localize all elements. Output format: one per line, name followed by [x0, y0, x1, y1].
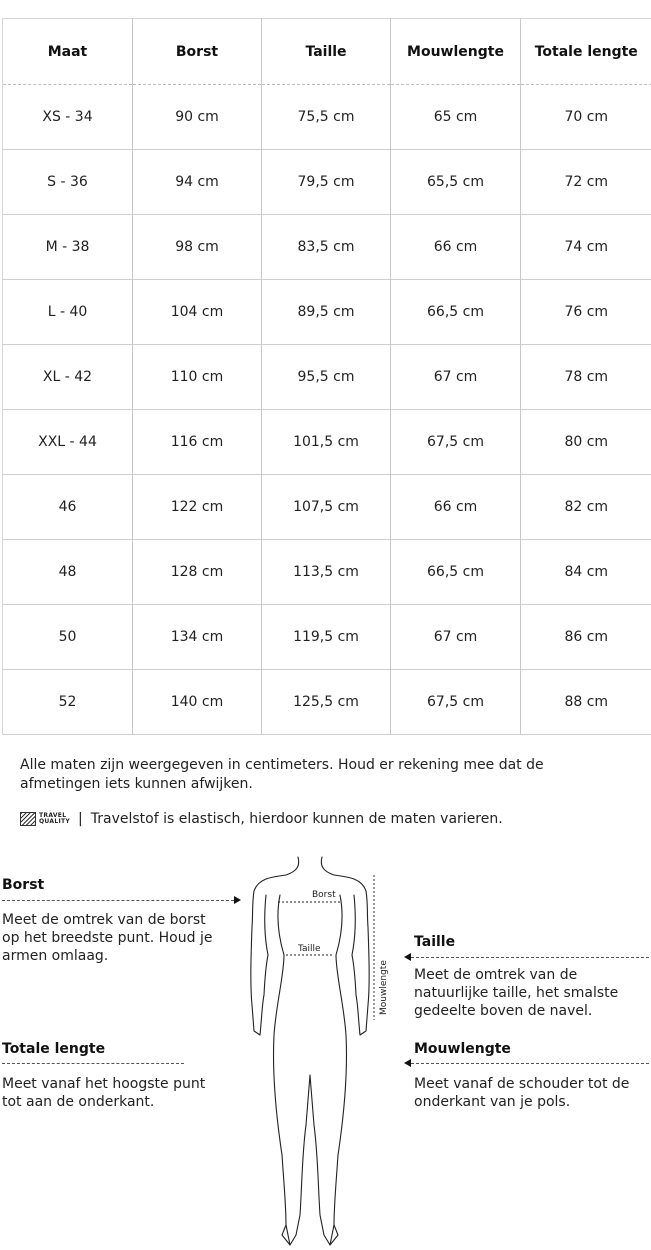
borst-line: Meet de omtrek van de borst [2, 912, 206, 928]
cell-taille: 107,5 cm [262, 475, 391, 540]
cell-borst: 94 cm [133, 150, 262, 215]
mouwlengte-pointer-line [411, 1063, 649, 1064]
taille-line: gedeelte boven de navel. [414, 1003, 593, 1019]
cell-mouwlengte: 66,5 cm [391, 280, 521, 345]
cell-mouwlengte: 67 cm [391, 605, 521, 670]
cell-maat: 52 [3, 670, 133, 735]
totale-lengte-line [2, 1063, 184, 1064]
taille-line: Meet de omtrek van de [414, 967, 578, 983]
cell-borst: 122 cm [133, 475, 262, 540]
table-row [3, 345, 651, 410]
table-row [3, 150, 651, 215]
header-mouwlengte: Mouwlengte [391, 19, 521, 85]
cell-maat: M - 38 [3, 215, 133, 280]
cell-maat: XXL - 44 [3, 410, 133, 475]
borst-line: op het breedste punt. Houd je [2, 930, 213, 946]
body-outline [251, 857, 369, 1245]
figure-label-borst: Borst [312, 890, 336, 900]
header-maat: Maat [3, 19, 133, 85]
table-row [3, 215, 651, 280]
cell-taille: 89,5 cm [262, 280, 391, 345]
cell-totale-lengte: 76 cm [564, 304, 609, 320]
cell-mouwlengte: 66 cm [391, 475, 521, 540]
figure-label-mouwlengte: Mouwlengte [379, 960, 389, 1015]
cell-totale-lengte: 70 cm [564, 109, 609, 125]
mouwlengte-title: Mouwlengte [414, 1041, 511, 1057]
arrow-left-icon [404, 953, 411, 961]
table-row [3, 410, 651, 475]
cell-taille: 125,5 cm [262, 670, 391, 735]
header-taille: Taille [262, 19, 391, 85]
logo-line-1: TRAVEL [39, 812, 67, 819]
mouwlengte-line: Meet vanaf de schouder tot de [414, 1076, 630, 1092]
cell-maat: XS - 34 [3, 85, 133, 150]
table-row [3, 670, 651, 735]
cell-borst: 134 cm [133, 605, 262, 670]
cell-taille: 119,5 cm [262, 605, 391, 670]
body-figure [240, 855, 390, 1247]
totale-lengte-title: Totale lengte [2, 1041, 106, 1057]
arrow-left-icon [404, 1059, 411, 1067]
borst-title: Borst [2, 877, 45, 893]
cell-borst: 104 cm [133, 280, 262, 345]
cell-taille: 95,5 cm [262, 345, 391, 410]
cell-totale-lengte: 80 cm [564, 434, 609, 450]
travel-quality-text: Travelstof is elastisch, hierdoor kunnen de maten varieren. [90, 811, 503, 827]
table-row [3, 475, 651, 540]
taille-line: natuurlijke taille, het smalste [414, 985, 619, 1001]
cell-maat: S - 36 [3, 150, 133, 215]
borst-line: armen omlaag. [2, 948, 109, 964]
cell-maat: XL - 42 [3, 345, 133, 410]
cell-mouwlengte: 66,5 cm [391, 540, 521, 605]
cell-mouwlengte: 65 cm [391, 85, 521, 150]
table-row [3, 605, 651, 670]
table-header-row [3, 19, 651, 85]
cell-taille: 83,5 cm [262, 215, 391, 280]
totale-lengte-line-text: tot aan de onderkant. [2, 1094, 155, 1110]
borst-description [2, 911, 212, 965]
cell-totale-lengte: 84 cm [564, 564, 609, 580]
cell-taille: 79,5 cm [262, 150, 391, 215]
header-borst: Borst [133, 19, 262, 85]
cell-borst: 116 cm [133, 410, 262, 475]
table-row [3, 280, 651, 345]
mouwlengte-description [414, 1075, 629, 1111]
cell-borst: 98 cm [133, 215, 262, 280]
cell-mouwlengte: 65,5 cm [391, 150, 521, 215]
taille-title: Taille [414, 934, 456, 950]
borst-pointer-line [2, 900, 234, 901]
cell-totale-lengte: 72 cm [564, 174, 609, 190]
totale-lengte-line-text: Meet vanaf het hoogste punt [2, 1076, 206, 1092]
taille-pointer-line [411, 957, 649, 958]
cell-maat: 48 [3, 540, 133, 605]
cell-borst: 140 cm [133, 670, 262, 735]
cell-borst: 110 cm [133, 345, 262, 410]
cell-taille: 113,5 cm [262, 540, 391, 605]
cell-totale-lengte: 74 cm [564, 239, 609, 255]
header-totale-lengte: Totale lengte [521, 19, 651, 85]
cell-totale-lengte: 88 cm [564, 694, 609, 710]
travel-quality-logo [20, 812, 70, 826]
table-row [3, 85, 651, 150]
mouwlengte-line: onderkant van je pols. [414, 1094, 571, 1110]
cell-mouwlengte: 66 cm [391, 215, 521, 280]
cell-totale-lengte: 78 cm [564, 369, 609, 385]
note-line-1: Alle maten zijn weergegeven in centimeters. Houd er rekening mee dat de [20, 757, 544, 773]
travel-quality-icon [20, 812, 36, 826]
cell-totale-lengte: 86 cm [564, 629, 609, 645]
cell-taille: 101,5 cm [262, 410, 391, 475]
note-line-2: afmetingen iets kunnen afwijken. [20, 776, 253, 792]
cell-mouwlengte: 67,5 cm [391, 670, 521, 735]
measurement-note [20, 756, 620, 794]
taille-description [414, 966, 618, 1020]
cell-mouwlengte: 67,5 cm [391, 410, 521, 475]
separator: | [78, 811, 83, 827]
cell-taille: 75,5 cm [262, 85, 391, 150]
cell-maat: L - 40 [3, 280, 133, 345]
cell-totale-lengte: 82 cm [564, 499, 609, 515]
cell-maat: 46 [3, 475, 133, 540]
cell-mouwlengte: 67 cm [391, 345, 521, 410]
size-table [2, 18, 651, 735]
travel-quality-wordmark [39, 813, 70, 825]
table-row [3, 540, 651, 605]
cell-borst: 128 cm [133, 540, 262, 605]
cell-maat: 50 [3, 605, 133, 670]
figure-label-taille: Taille [298, 944, 321, 954]
totale-lengte-description [2, 1075, 205, 1111]
travel-quality-note [20, 811, 503, 827]
cell-borst: 90 cm [133, 85, 262, 150]
logo-line-2: QUALITY [39, 818, 71, 825]
